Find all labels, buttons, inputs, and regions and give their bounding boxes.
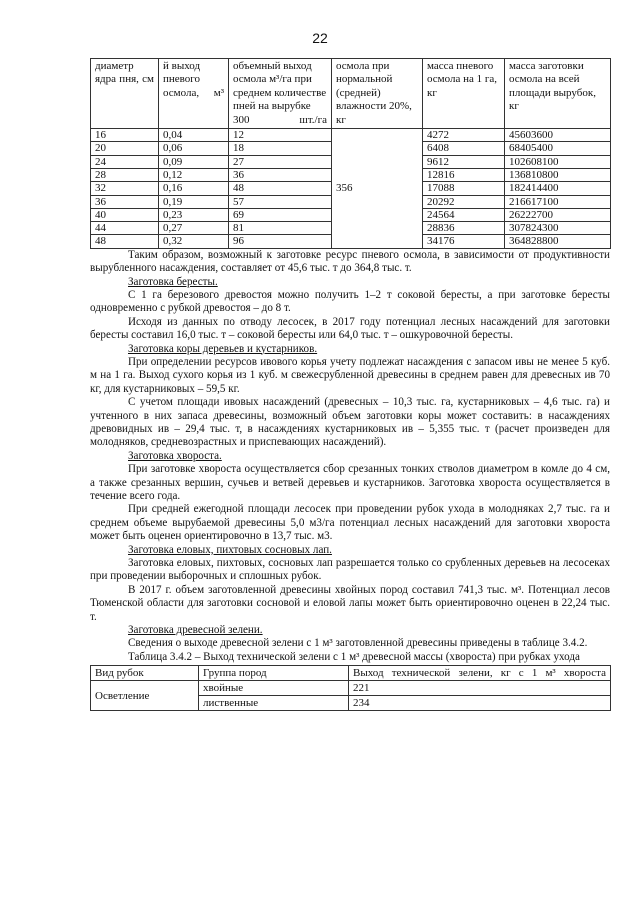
table-cell: 81 xyxy=(229,222,332,235)
table-cell: 9612 xyxy=(423,155,505,168)
paragraph: При определении ресурсов ивового корья учету подлежат насаждения с запасом ивы не менее 5 куб. м на 1 га. Выход сухого корья из 1 куб. м свежесрубленной древесины в среднем равен для древесных ив 70 кг, для кустарниковых – 59,5 кг. xyxy=(90,355,610,395)
table-cell: 216617100 xyxy=(505,195,611,208)
table-cell: 364828800 xyxy=(505,235,611,248)
table-cell: 0,27 xyxy=(159,222,229,235)
table-cell: 18 xyxy=(229,142,332,155)
table-cell: 0,19 xyxy=(159,195,229,208)
table-cell: 0,23 xyxy=(159,208,229,221)
table-cell: 48 xyxy=(229,182,332,195)
table-header-row xyxy=(91,666,611,681)
header-resin-mass-moisture: осмола при нормальной (средней) влажности 20%, кг xyxy=(332,59,423,129)
section-heading-greenery: Заготовка древесной зелени. xyxy=(128,624,263,637)
table-cell: 20292 xyxy=(423,195,505,208)
section-heading-birch-bark: Заготовка бересты. xyxy=(128,275,218,288)
table-cell: хвойные xyxy=(199,681,349,696)
table-cell: 28836 xyxy=(423,222,505,235)
table-cell: 24564 xyxy=(423,208,505,221)
table-cell: 28 xyxy=(91,168,159,181)
header-volume-per-ha: объемный выход осмола м³/га при среднем количестве пней на вырубке 300 шт./га xyxy=(229,59,332,129)
table-cell: 307824300 xyxy=(505,222,611,235)
body-text xyxy=(90,249,610,665)
table-cell: 36 xyxy=(229,168,332,181)
table-header-row xyxy=(91,59,611,129)
table-cell: 68405400 xyxy=(505,142,611,155)
section-heading-conifer-branches: Заготовка еловых, пихтовых сосновых лап. xyxy=(128,543,332,556)
table-cell: 221 xyxy=(349,681,611,696)
table-cell: 20 xyxy=(91,142,159,155)
paragraph: Сведения о выходе древесной зелени с 1 м³ заготовленной древесины приведены в таблице 3.4.2. xyxy=(128,637,588,650)
greenery-yield-table xyxy=(90,665,611,711)
cutting-type-cell: Осветление xyxy=(91,681,199,711)
section-heading-brushwood: Заготовка хвороста. xyxy=(128,449,222,462)
table-cell: 44 xyxy=(91,222,159,235)
table-cell: 16 xyxy=(91,129,159,142)
table-row xyxy=(91,129,611,142)
table-cell: 24 xyxy=(91,155,159,168)
table-cell: 4272 xyxy=(423,129,505,142)
table-caption: Таблица 3.4.2 – Выход технической зелени с 1 м³ древесной массы (хвороста) при рубках ухода xyxy=(128,650,580,663)
section-heading-bark: Заготовка коры деревьев и кустарников. xyxy=(128,342,318,355)
table-cell: 0,09 xyxy=(159,155,229,168)
paragraph: Заготовка еловых, пихтовых, сосновых лап разрешается только со срубленных деревьев на лесосеках при проведении выборочных и сплошных рубок. xyxy=(90,557,610,583)
table-cell: 234 xyxy=(349,696,611,711)
table-cell: 57 xyxy=(229,195,332,208)
table-cell: 0,06 xyxy=(159,142,229,155)
paragraph: При заготовке хвороста осуществляется сбор срезанных тонких стволов диаметром в комле до 4 см, а также срезанных вершин, сучьев и ветвей деревьев и кустарников. Заготовка хвороста осуществляется в течение всего года. xyxy=(90,463,610,503)
paragraph: С учетом площади ивовых насаждений (древесных – 10,3 тыс. га, кустарниковых – 4,6 тыс. га) и учтенного в них запаса древесины, возможный объем заготовки коры может составить: в насаждениях древовидных ив – 29,4 тыс. т, в насаждениях кустарниковых ив – 5,355 тыс. т (расчет произведен для молодняков, средневозрастных и приспевающих насаждений). xyxy=(90,396,610,449)
table-cell: 26222700 xyxy=(505,208,611,221)
table-cell: 36 xyxy=(91,195,159,208)
page-number: 22 xyxy=(312,30,328,46)
paragraph: Исходя из данных по отводу лесосек, в 2017 году потенциал лесных насаждений для заготовки бересты составил 16,0 тыс. т – соковой бересты или 64,0 тыс. т – ошкуровочной бересты. xyxy=(90,315,610,342)
table-cell: лиственные xyxy=(199,696,349,711)
table-cell: 6408 xyxy=(423,142,505,155)
paragraph: В 2017 г. объем заготовленной древесины хвойных пород составил 741,3 тыс. м³. Потенциал лесов Тюменской области для заготовки сосновой и еловой лапы может быть ориентировочно оценен в 22,24 тыс. т. xyxy=(90,583,610,623)
table-cell: 17088 xyxy=(423,182,505,195)
table-cell: 182414400 xyxy=(505,182,611,195)
table-row xyxy=(91,681,611,696)
page-content xyxy=(90,58,610,711)
header-species-group: Группа пород xyxy=(199,666,349,681)
table-cell: 45603600 xyxy=(505,129,611,142)
table-cell: 102608100 xyxy=(505,155,611,168)
paragraph: При средней ежегодной площади лесосек при проведении рубок ухода в молодняках 2,7 тыс. га и среднем объеме вырубаемой древесины 5,0 м3/га потенциал лесных насаждений для заготовки хвороста может быть оценен ориентировочно в 13,7 тыс. м3. xyxy=(90,503,610,543)
header-stump-diameter: диаметр ядра пня, см xyxy=(91,59,159,129)
table-cell: 12 xyxy=(229,129,332,142)
header-cutting-type: Вид рубок xyxy=(91,666,199,681)
table-cell: 0,32 xyxy=(159,235,229,248)
paragraph: Таким образом, возможный к заготовке ресурс пневого осмола, в зависимости от продуктивности вырубленного насаждения, составляет от 45,6 тыс. т до 364,8 тыс. т. xyxy=(90,248,610,275)
table-cell: 48 xyxy=(91,235,159,248)
resin-yield-table xyxy=(90,58,611,249)
table-cell: 0,12 xyxy=(159,168,229,181)
table-cell: 69 xyxy=(229,208,332,221)
table-cell: 0,16 xyxy=(159,182,229,195)
table-cell: 12816 xyxy=(423,168,505,181)
table-cell: 0,04 xyxy=(159,129,229,142)
table-cell: 40 xyxy=(91,208,159,221)
merged-density-cell: 356 xyxy=(332,129,423,249)
header-mass-per-ha: масса пневого осмола на 1 га, кг xyxy=(423,59,505,129)
header-resin-yield: й выход пневого осмола, м³ xyxy=(159,59,229,129)
table-cell: 32 xyxy=(91,182,159,195)
table-cell: 96 xyxy=(229,235,332,248)
table-cell: 136810800 xyxy=(505,168,611,181)
paragraph: С 1 га березового древостоя можно получить 1–2 т соковой бересты, а при заготовке бересты одновременно с рубкой древостоя – до 8 т. xyxy=(90,288,610,315)
table-cell: 27 xyxy=(229,155,332,168)
table-cell: 34176 xyxy=(423,235,505,248)
header-total-mass: масса заготовки осмола на всей площади вырубок, кг xyxy=(505,59,611,129)
header-greenery-yield: Выход технической зелени, кг с 1 м³ хвороста xyxy=(349,666,611,681)
